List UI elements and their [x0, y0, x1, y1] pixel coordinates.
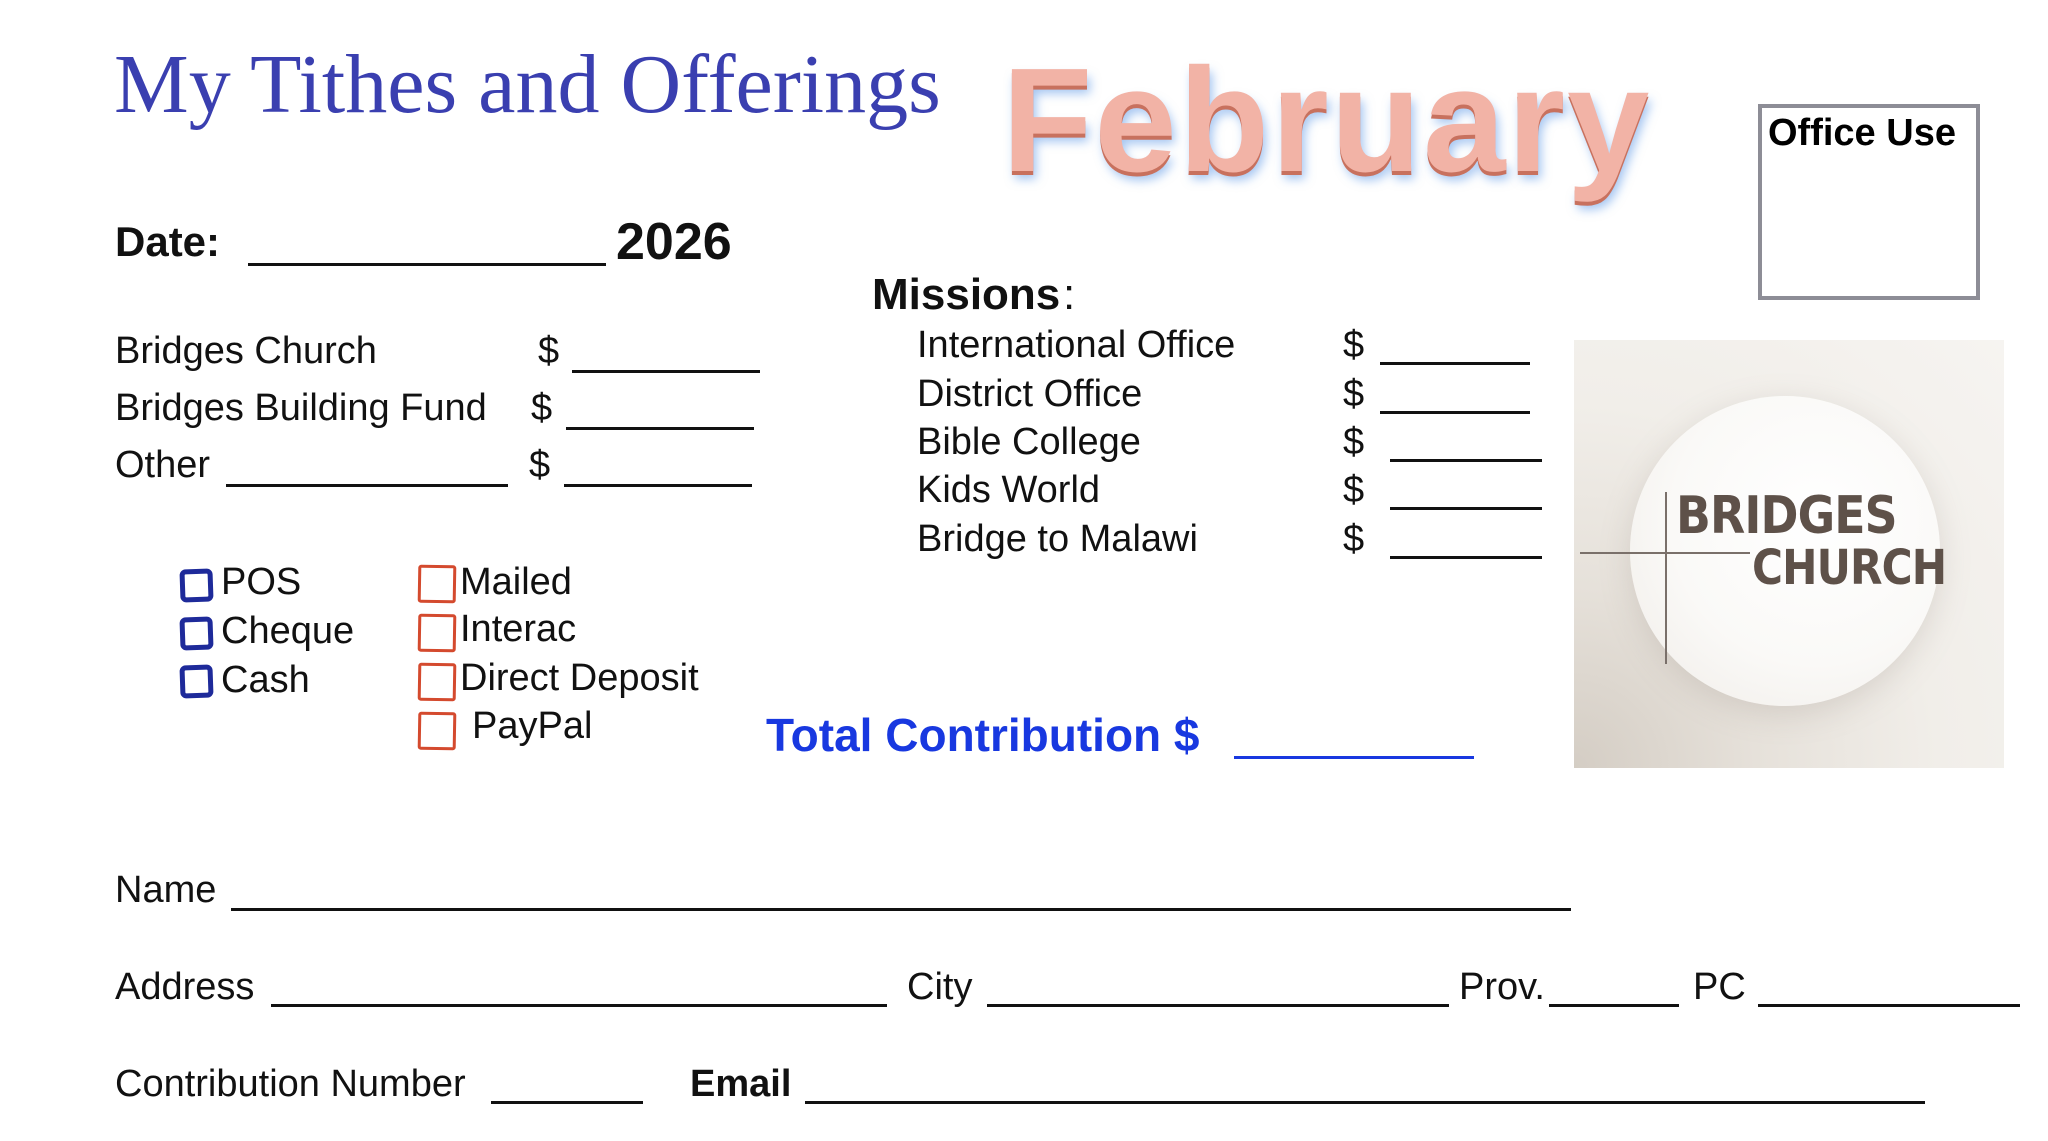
payment-label-cheque: Cheque [221, 610, 355, 652]
checkbox-mailed[interactable] [418, 565, 457, 604]
address-field[interactable] [271, 1004, 887, 1007]
fund-label-bridges-church: Bridges Church [115, 330, 377, 372]
payment-label-direct-deposit: Direct Deposit [460, 657, 699, 699]
mission-currency: $ [1343, 324, 1365, 366]
mission-amount-field-international-office[interactable] [1380, 362, 1530, 365]
payment-label-interac: Interac [460, 608, 577, 650]
mission-amount-field-bridge-to-malawi[interactable] [1390, 556, 1542, 559]
fund-label-building-fund: Bridges Building Fund [115, 387, 487, 429]
city-label: City [907, 966, 973, 1008]
missions-colon: : [1063, 270, 1076, 319]
fund-amount-field-bridges-church[interactable] [572, 370, 760, 373]
payment-label-pos: POS [221, 561, 302, 603]
name-label: Name [115, 869, 217, 911]
fund-amount-field-building-fund[interactable] [566, 427, 754, 430]
logo-cross-vertical [1665, 492, 1667, 664]
date-label: Date: [115, 218, 221, 265]
city-field[interactable] [987, 1004, 1449, 1007]
fund-label-other: Other [115, 444, 211, 486]
email-label: Email [690, 1063, 792, 1105]
missions-heading: Missions [872, 270, 1061, 319]
logo-text-church: CHURCH [1752, 540, 1947, 596]
mission-amount-field-bible-college[interactable] [1390, 459, 1542, 462]
checkbox-paypal[interactable] [418, 712, 457, 751]
postal-code-label: PC [1693, 966, 1746, 1008]
logo-text-bridges: BRIDGES [1676, 486, 1897, 546]
prov-label: Prov. [1459, 966, 1545, 1008]
mission-label-bible-college: Bible College [917, 421, 1141, 463]
payment-label-mailed: Mailed [460, 561, 572, 603]
checkbox-pos[interactable] [179, 568, 213, 602]
payment-label-cash: Cash [221, 659, 310, 701]
name-field[interactable] [231, 908, 1571, 911]
mission-currency: $ [1343, 518, 1365, 560]
fund-amount-field-other[interactable] [564, 484, 752, 487]
other-description-field[interactable] [226, 484, 508, 487]
address-label: Address [115, 966, 255, 1008]
mission-amount-field-district-office[interactable] [1380, 411, 1530, 414]
checkbox-cash[interactable] [179, 664, 213, 698]
payment-label-paypal: PayPal [472, 705, 593, 747]
form-title: My Tithes and Offerings [114, 38, 941, 131]
fund-currency: $ [538, 330, 560, 372]
mission-label-kids-world: Kids World [917, 469, 1101, 511]
mission-currency: $ [1343, 421, 1365, 463]
contribution-number-label: Contribution Number [115, 1063, 466, 1105]
office-use-label: Office Use [1768, 112, 1956, 154]
month-heading: February [1002, 38, 1652, 203]
date-year: 2026 [616, 213, 732, 271]
total-contribution-field[interactable] [1234, 756, 1474, 759]
mission-currency: $ [1343, 469, 1365, 511]
mission-label-international-office: International Office [917, 324, 1236, 366]
mission-currency: $ [1343, 373, 1365, 415]
contribution-number-field[interactable] [491, 1101, 643, 1104]
mission-label-district-office: District Office [917, 373, 1143, 415]
checkbox-direct-deposit[interactable] [418, 663, 457, 702]
mission-amount-field-kids-world[interactable] [1390, 507, 1542, 510]
postal-code-field[interactable] [1758, 1004, 2020, 1007]
fund-currency: $ [529, 444, 551, 486]
prov-field[interactable] [1549, 1004, 1679, 1007]
email-field[interactable] [805, 1101, 1925, 1104]
checkbox-interac[interactable] [418, 614, 457, 653]
checkbox-cheque[interactable] [179, 616, 213, 650]
fund-currency: $ [531, 387, 553, 429]
date-field[interactable] [248, 263, 606, 266]
mission-label-bridge-to-malawi: Bridge to Malawi [917, 518, 1198, 560]
total-contribution-label: Total Contribution $ [766, 709, 1200, 761]
